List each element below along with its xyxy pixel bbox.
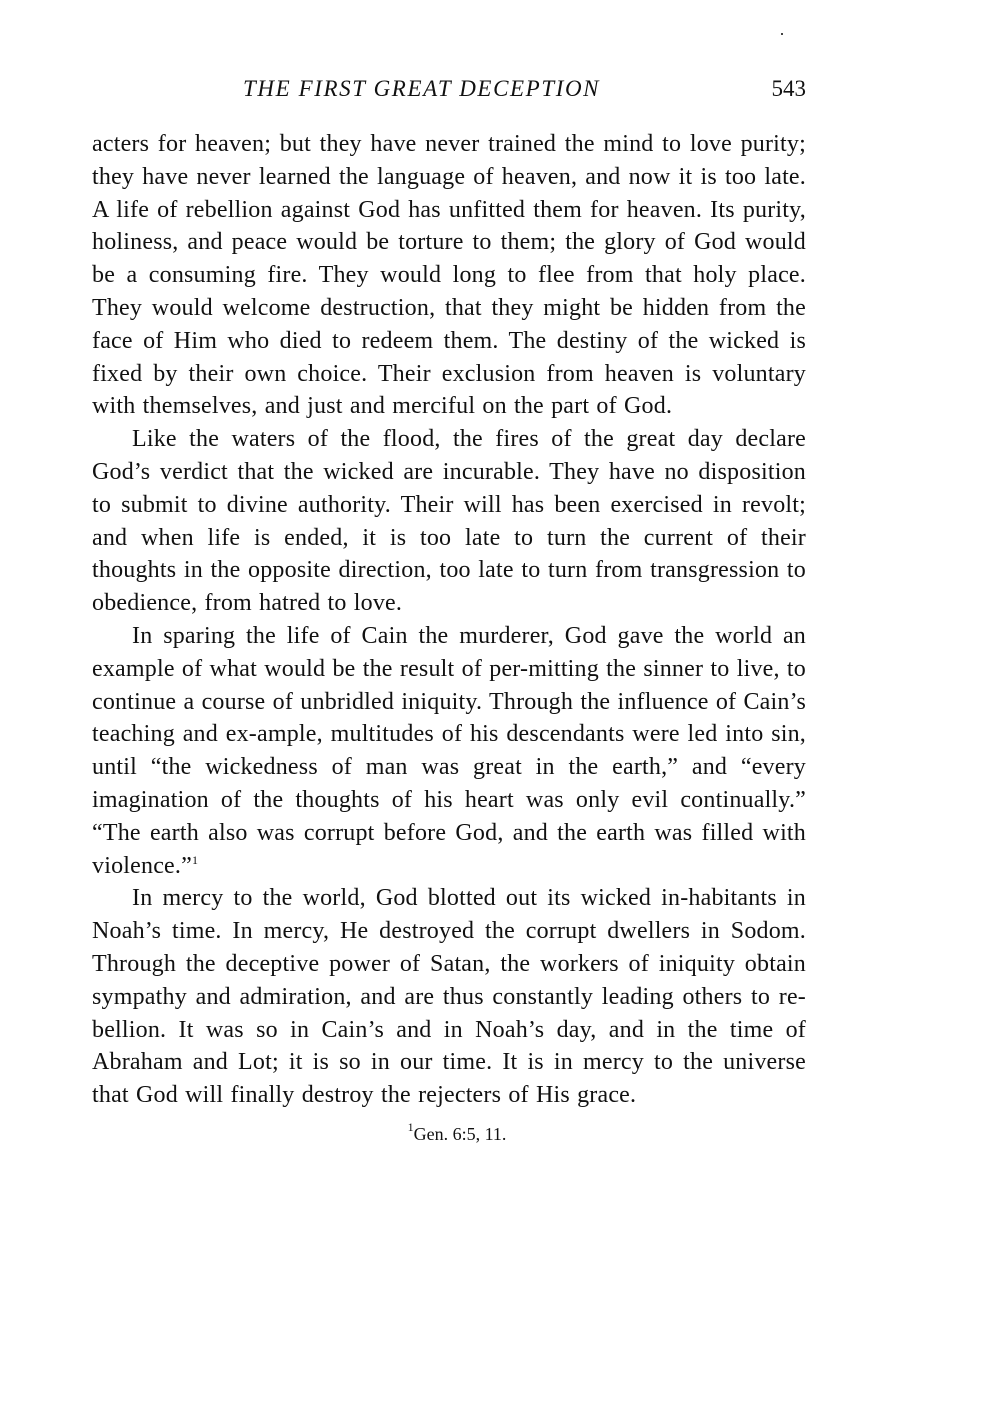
running-title: THE FIRST GREAT DECEPTION	[243, 76, 601, 101]
paragraph-text: acters for heaven; but they have never trained the mind to love purity; they have never learned the language of heaven, and now it is too late. A life of rebellion against God has unfitted them for heaven. Its purity, holiness, and peace would be torture to them; the glory of God would be a consuming fire. They would long to flee from that holy place. They would welcome destruction, that they might be hidden from the face of Him who died to redeem them. The destiny of the wicked is fixed by their own choice. Their exclusion from heaven is voluntary with themselves, and just and merciful on the part of God.	[92, 131, 806, 420]
book-page	[92, 72, 806, 1145]
paragraph	[92, 423, 806, 620]
footnote	[92, 1119, 806, 1145]
paragraph	[92, 620, 806, 882]
footnote-reference: 1	[191, 852, 199, 867]
paragraph-text: In mercy to the world, God blotted out its wicked in-habitants in Noah’s time. In mercy, He destroyed the corrupt dwellers in Sodom. Through the deceptive power of Satan, the workers of iniquity obtain sympathy and admiration, and are thus constantly leading others to re-bellion. It was so in Cain’s and in Noah’s day, and in the time of Abraham and Lot; it is so in our time. It is in mercy to the universe that God will finally destroy the rejecters of His grace.	[92, 885, 806, 1109]
page-number: 543	[771, 76, 806, 101]
footnote-text: Gen. 6:5, 11.	[413, 1123, 507, 1144]
footnote-marker: 1	[407, 1119, 414, 1134]
paragraph-text: In sparing the life of Cain the murderer, God gave the world an example of what would be the result of per-mitting the sinner to live, to continue a course of unbridled iniquity. Through the influence of Cain’s teaching and ex-ample, multitudes of his descendants were led into sin, until “the wickedness of man was great in the earth,” and “every imagination of the thoughts of his heart was only evil continually.” “The earth also was corrupt before God, and the earth was filled with violence.”	[92, 622, 806, 879]
body-text	[92, 128, 806, 1112]
paragraph	[92, 882, 806, 1112]
paragraph	[92, 128, 806, 423]
scan-speck	[781, 33, 783, 35]
paragraph-text: Like the waters of the flood, the fires of the great day declare God’s verdict that the wicked are incurable. They have no disposition to submit to divine authority. Their will has been exercised in revolt; and when life is ended, it is too late to turn the current of their thoughts in the opposite direction, too late to turn from transgression to obedience, from hatred to love.	[92, 426, 806, 617]
running-head	[92, 72, 806, 112]
